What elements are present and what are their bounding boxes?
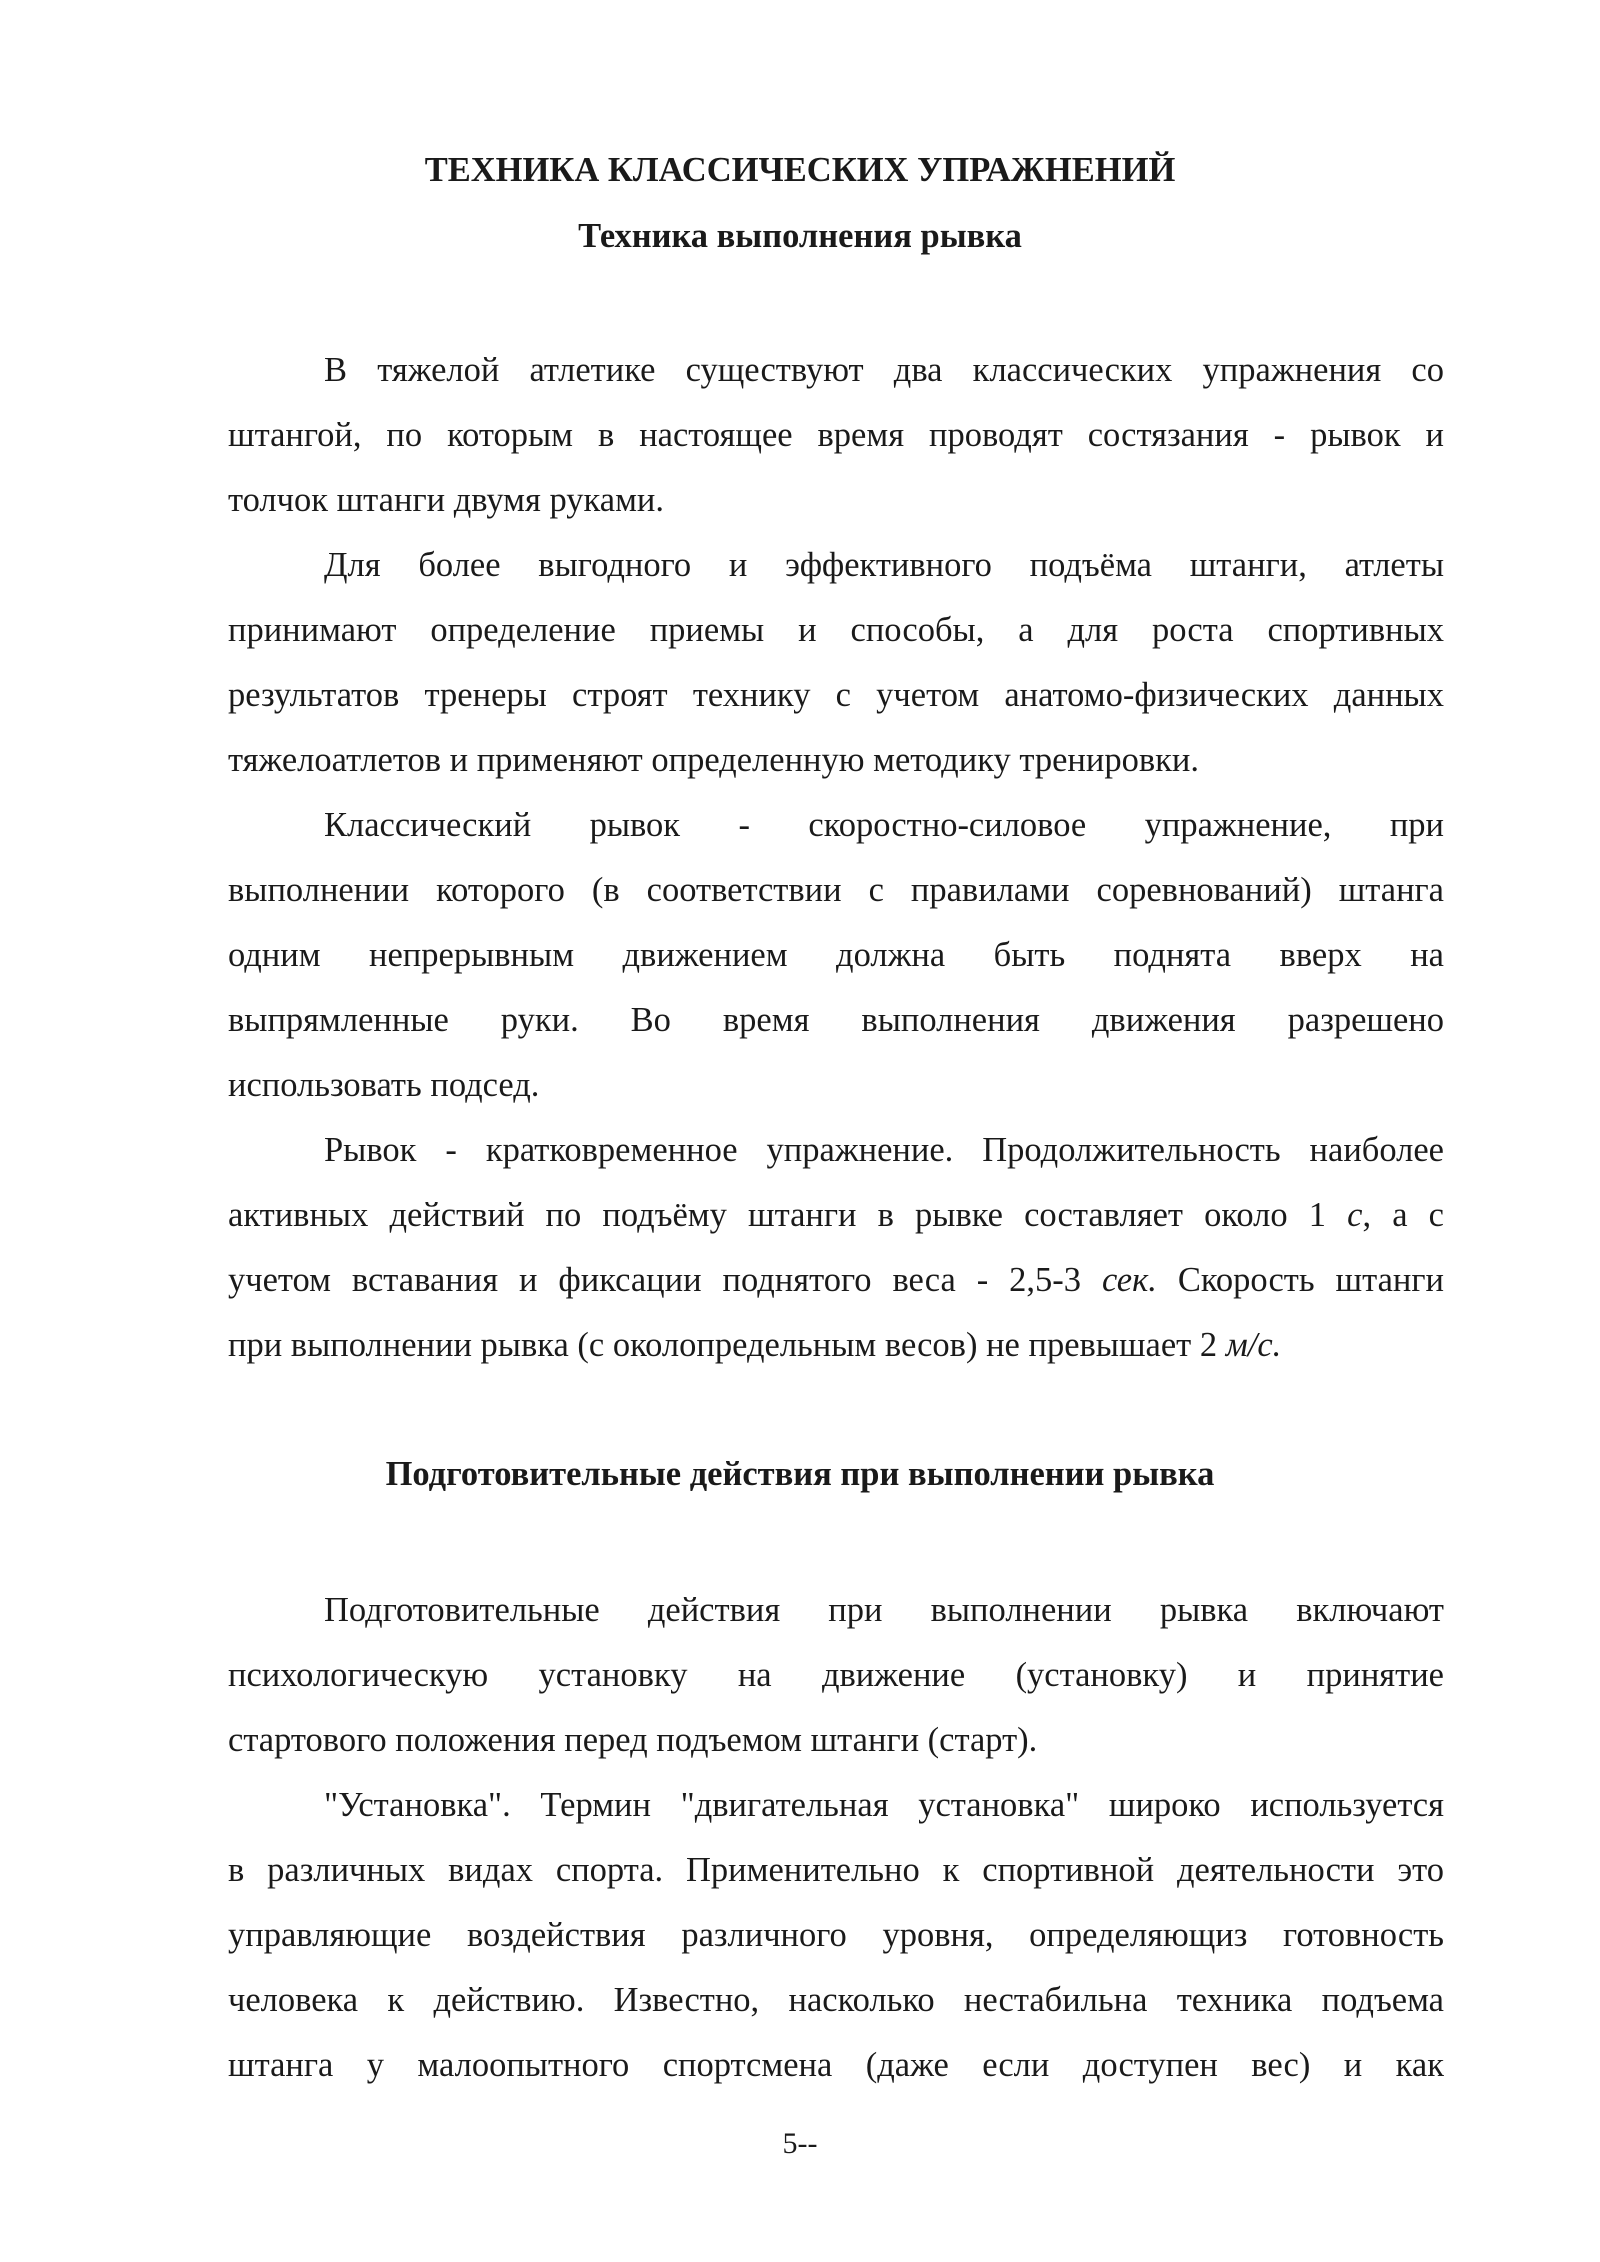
text-line: тяжелоатлетов и применяют определенную методику тренировки. xyxy=(228,741,1199,779)
text-line: Подготовительные действия при выполнении рывка включают xyxy=(324,1591,1444,1629)
unit-text: м/с. xyxy=(1225,1326,1282,1364)
unit-text: с xyxy=(1347,1196,1363,1234)
text-line: штангой, по которым в настоящее время проводят состязания - рывок и xyxy=(228,416,1444,454)
text-line: стартового положения перед подъемом штанги (старт). xyxy=(228,1721,1038,1759)
text-line: человека к действию. Известно, насколько нестабильна техника подъема xyxy=(228,1981,1444,2019)
section-1-body xyxy=(228,338,1444,1378)
text-run: , а с xyxy=(1362,1196,1444,1234)
text-run: учетом вставания и фиксации поднятого веса - 2,5-3 xyxy=(228,1261,1102,1299)
text-line: одним непрерывным движением должна быть поднята вверх на xyxy=(228,936,1444,974)
text-run: активных действий по подъёму штанги в рывке составляет около 1 xyxy=(228,1196,1348,1234)
text-line: Классический рывок - скоростно-силовое упражнение, при xyxy=(324,806,1444,844)
text-run: при выполнении рывка (с околопредельным весов) не превышает 2 xyxy=(228,1326,1226,1364)
text-line: Для более выгодного и эффективного подъёма штанги, атлеты xyxy=(324,546,1444,584)
text-line: использовать подсед. xyxy=(228,1066,540,1104)
page-title: ТЕХНИКА КЛАССИЧЕСКИХ УПРАЖНЕНИЙ xyxy=(424,151,1176,189)
text-line: штанга у малоопытного спортсмена (даже если доступен вес) и как xyxy=(228,2046,1444,2084)
text-line: управляющие воздействия различного уровня, определяющиз готовность xyxy=(228,1916,1444,1954)
section-2-body xyxy=(228,1578,1444,2098)
text-line: результатов тренеры строят технику с учетом анатомо-физических данных xyxy=(228,676,1444,714)
text-line: В тяжелой атлетике существуют два классических упражнения со xyxy=(324,351,1444,389)
text-line: Рывок - кратковременное упражнение. Продолжительность наиболее xyxy=(324,1131,1444,1169)
text-line: толчок штанги двумя руками. xyxy=(228,481,665,519)
unit-text: сек. xyxy=(1101,1261,1157,1299)
text-line: в различных видах спорта. Применительно к спортивной деятельности это xyxy=(228,1851,1444,1889)
text-line: выполнении которого (в соответствии с правилами соревнований) штанга xyxy=(228,871,1444,909)
page-subtitle: Техника выполнения рывка xyxy=(578,217,1022,255)
text-line xyxy=(228,1248,1444,1313)
text-line xyxy=(228,1183,1444,1248)
text-line: "Установка". Термин "двигательная установка" широко используется xyxy=(324,1786,1444,1824)
text-line: психологическую установку на движение (установку) и принятие xyxy=(228,1656,1444,1694)
text-line: принимают определение приемы и способы, а для роста спортивных xyxy=(228,611,1444,649)
page-number: 5-- xyxy=(782,2127,818,2160)
text-line xyxy=(228,1313,1444,1378)
section-heading: Подготовительные действия при выполнении рывка xyxy=(385,1455,1215,1493)
text-run: Скорость штанги xyxy=(1156,1261,1444,1299)
text-line: выпрямленные руки. Во время выполнения движения разрешено xyxy=(228,1001,1444,1039)
